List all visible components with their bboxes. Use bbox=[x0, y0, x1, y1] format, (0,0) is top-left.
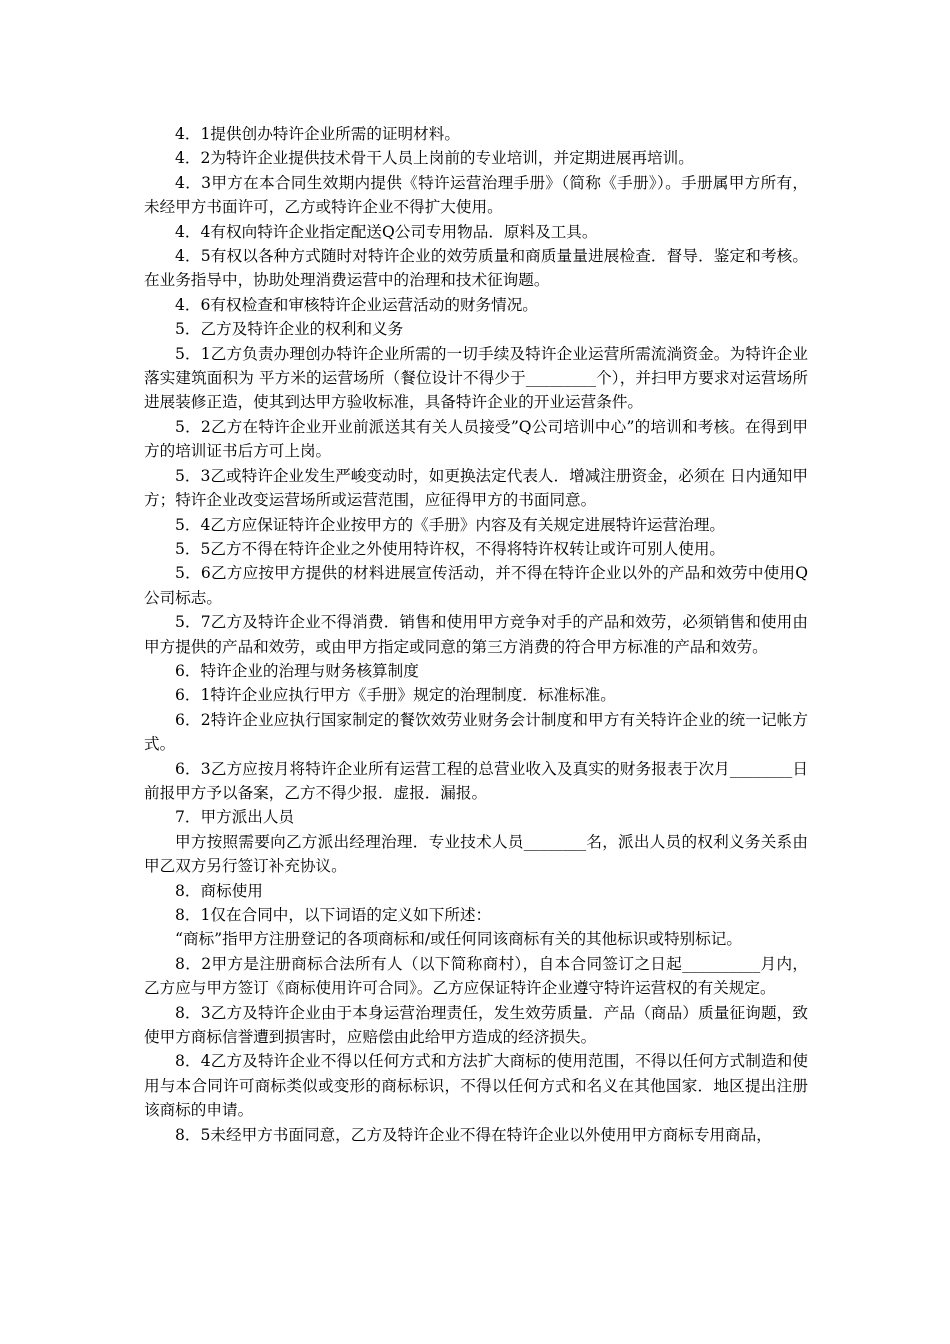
clause-6-1: 6．1特许企业应执行甲方《手册》规定的治理制度．标准标准。 bbox=[175, 686, 616, 705]
clause-5-2: 5．2乙方在特许企业开业前派送其有关人员接受”Q公司培训中心”的培训和考核。在得到甲方的培训证书后方可上岗。 bbox=[144, 417, 808, 461]
clause-5-1: 5．1乙方负责办理创办特许企业所需的一切手续及特许企业运营所需流淌资金。为特许企业落实建筑面积为 平方米的运营场所（餐位设计不得少于_________个），并扫甲方要求对运营场所进展装修正造，使其到达甲方验收标准，具备特许企业的开业运营条件。 bbox=[144, 344, 808, 412]
clause-6-2: 6．2特许企业应执行国家制定的餐饮效劳业财务会计制度和甲方有关特许企业的统一记帐方式。 bbox=[144, 710, 808, 754]
clause-8-4: 8．4乙方及特许企业不得以任何方式和方法扩大商标的使用范围，不得以任何方式制造和使用与本合同许可商标类似或变形的商标标识，不得以任何方式和名义在其他国家．地区提出注册该商标的申请。 bbox=[144, 1052, 808, 1120]
clause-8-5: 8．5未经甲方书面同意，乙方及特许企业不得在特许企业以外使用甲方商标专用商品， bbox=[175, 1125, 772, 1144]
section-7-heading: 7．甲方派出人员 bbox=[175, 808, 295, 827]
clause-4-3: 4．3甲方在本合同生效期内提供《特许运营治理手册》（简称《手册》）。手册属甲方所有，未经甲方书面许可，乙方或特许企业不得扩大使用。 bbox=[144, 173, 808, 217]
clause-5-3: 5．3乙或特许企业发生严峻变动时，如更换法定代表人．增减注册资金，必须在 日内通知甲方；特许企业改变运营场所或运营范围，应征得甲方的书面同意。 bbox=[144, 466, 808, 510]
clause-8-2: 8．2甲方是注册商标合法所有人（以下简称商村），自本合同签订之日起__________月内，乙方应与甲方签订《商标使用许可合同》。乙方应保证特许企业遵守特许运营权的有关规定。 bbox=[144, 954, 808, 998]
section-7-body: 甲方按照需要向乙方派出经理治理．专业技术人员________名，派出人员的权利义务关系由甲乙双方另行签订补充协议。 bbox=[144, 832, 808, 876]
clause-4-6: 4．6有权检查和审核特许企业运营活动的财务情况。 bbox=[175, 295, 538, 314]
section-5-heading: 5．乙方及特许企业的权利和义务 bbox=[175, 320, 404, 339]
trademark-definition: “商标”指甲方注册登记的各项商标和/或任何同该商标有关的其他标识或特别标记。 bbox=[175, 930, 742, 949]
clause-4-2: 4．2为特许企业提供技术骨干人员上岗前的专业培训，并定期进展再培训。 bbox=[175, 149, 694, 168]
section-8-heading: 8．商标使用 bbox=[175, 881, 263, 900]
clause-5-7: 5．7乙方及特许企业不得消费．销售和使用甲方竞争对手的产品和效劳，必须销售和使用由甲方提供的产品和效劳，或由甲方指定或同意的第三方消费的符合甲方标准的产品和效劳。 bbox=[144, 613, 808, 656]
clause-4-5: 4．5有权以各种方式随时对特许企业的效劳质量和商质量量进展检查．督导．鉴定和考核。在业务指导中，协助处理消费运营中的治理和技术征询题。 bbox=[144, 247, 808, 290]
section-6-heading: 6．特许企业的治理与财务核算制度 bbox=[175, 661, 419, 680]
clause-8-3: 8．3乙方及特许企业由于本身运营治理责任，发生效劳质量．产品（商品）质量征询题，致使甲方商标信誉遭到损害时，应赔偿由此给甲方造成的经济损失。 bbox=[144, 1003, 808, 1047]
clause-8-1: 8．1仅在合同中，以下词语的定义如下所述： bbox=[175, 906, 492, 924]
clause-4-4: 4．4有权向特许企业指定配送Q公司专用物品．原料及工具。 bbox=[175, 222, 598, 241]
clause-6-3: 6．3乙方应按月将特许企业所有运营工程的总营业收入及真实的财务报表于次月________日前报甲方予以备案，乙方不得少报．虚报．漏报。 bbox=[144, 759, 808, 802]
clause-5-4: 5．4乙方应保证特许企业按甲方的《手册》内容及有关规定进展特许运营治理。 bbox=[175, 515, 726, 534]
document-page bbox=[144, 122, 808, 1147]
clause-4-1: 4．1提供创办特许企业所需的证明材料。 bbox=[175, 125, 460, 143]
clause-5-5: 5．5乙方不得在特许企业之外使用特许权，不得将特许权转让或许可别人使用。 bbox=[175, 539, 726, 558]
clause-5-6: 5．6乙方应按甲方提供的材料进展宣传活动，并不得在特许企业以外的产品和效劳中使用Q公司标志。 bbox=[144, 564, 808, 607]
